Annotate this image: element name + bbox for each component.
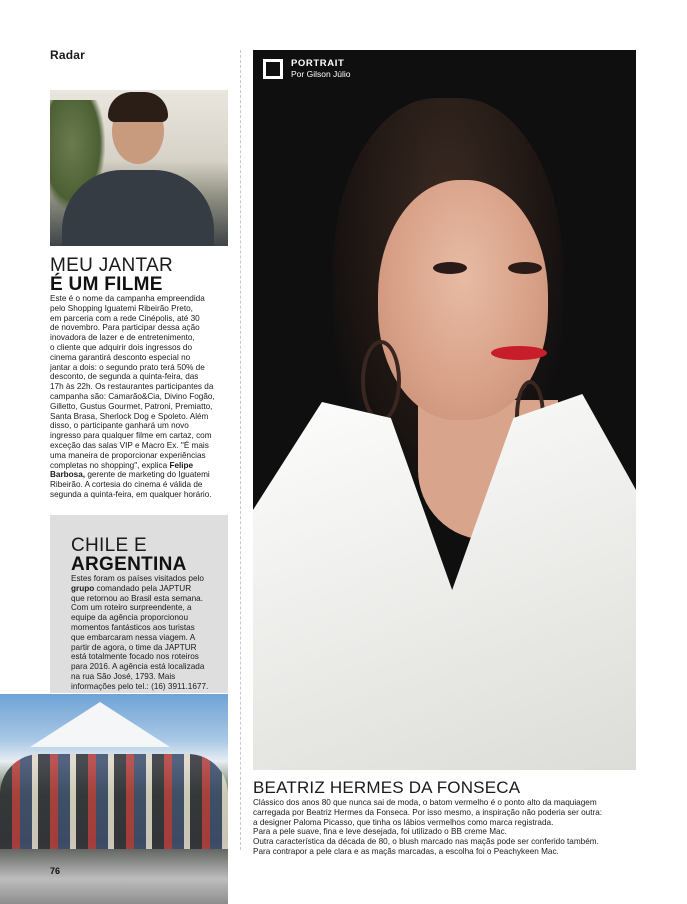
section-label: Radar [50,48,86,62]
felipe-barbosa-photo [50,90,228,246]
portrait-tag-title: PORTRAIT [291,58,345,69]
column-divider [240,50,241,850]
japtur-group-photo [0,694,228,904]
article1-title-bold: É UM FILME [50,274,163,295]
photo-credit: Por Gilson Júlio [291,69,351,79]
article1-title-light: MEU JANTAR [50,255,173,276]
portrait-photo [253,50,636,770]
article2-title-light: CHILE E [71,535,148,556]
article2-title-bold: ARGENTINA [71,554,187,575]
page-number: 76 [50,866,61,876]
square-frame-icon [263,59,283,79]
bold-name: Felipe [169,460,194,470]
portrait-body: Clássico dos anos 80 que nunca sai de moda, o batom vermelho é o ponto alto da maquiagem carregada por Beatriz Hermes da Fonseca. Por isso mesmo, a inspiração não poderia ser outra: a designer Paloma Picasso, que tinha os lábios vermelhos como marca registrada. Para a pele suave, fina e leve desejada, foi utilizado o BB creme Mac. Outra característica da década de 80, o blush marcado nas maçãs pode ser conferido também. Para contrapor a pele clara e as maçãs marcadas, a escolha foi o Peachykeen Mac. [253,798,603,856]
article2-body: Estes foram os países visitados pelo grupo comandado pela JAPTUR que retornou ao Brasil esta semana. Com um roteiro surpreendente, a equipe da agência proporcionou momentos fantásticos aos turistas que embarcaram nessa viagem. A partir de agora, o time da JAPTUR está totalmente focado nos roteiros para 2016. A agência está localizada na rua São José, 1793. Mais informações pelo tel.: (16) 3911.1677. [71,574,209,691]
portrait-tag [263,58,351,80]
portrait-name: BEATRIZ HERMES DA FONSECA [253,778,521,797]
article1-body: Este é o nome da campanha empreendida pelo Shopping Iguatemi Ribeirão Preto, em parceria com a rede Cinépolis, até 30 de novembro. Para participar dessa ação inovadora de lazer e de entretenimento, o cliente que adquirir dois ingressos do cinema garantirá desconto especial no jantar a dois: o segundo prato terá 50% de desconto, de segunda a quinta-feira, das 17h às 22h. Os restaurantes participantes da campanha são: Camarão&Cia, Divino Fogão, Gilletto, Gustus Gourmet, Patroni, Premiatto, Santa Brasa, Sherlock Dog e Spoleto. Além disso, o participante ganhará um novo ingresso para qualquer filme em cartaz, com exceção das salas VIP e Macro Ex. "É mais uma maneira de proporcionar experiências completas no shopping", explica Felipe Barbosa, gerente de marketing do Iguatemi Ribeirão. A cortesia do cinema é válida de segunda a quinta-feira, em qualquer horário. [50,294,215,499]
